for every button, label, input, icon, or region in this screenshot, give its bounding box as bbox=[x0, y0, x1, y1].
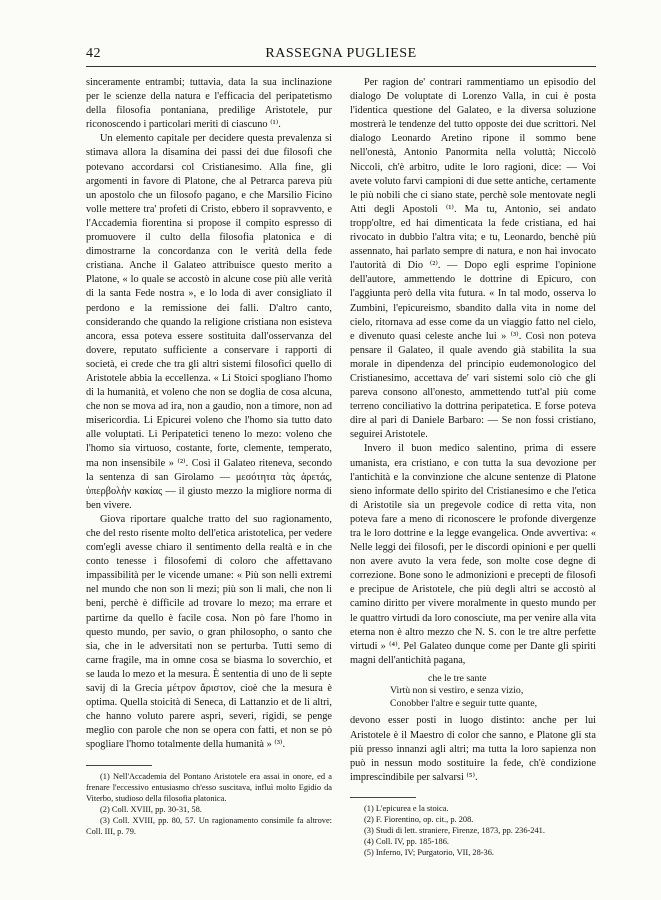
page-header bbox=[86, 46, 596, 66]
footnote-rule bbox=[86, 765, 152, 766]
page-number: 42 bbox=[86, 46, 101, 61]
right-paragraph-2: Invero il buon medico salentino, prima di essere umanista, era cristiano, e con tutta la sua devozione per l'antichità e la convinzione che alcune sentenze di Platone sieno informate dello spirito del Cristianesimo e che l'etica di Aristotile sia un pregevole codice di retta vita, non poteva fare a meno di riconoscere le profonde divergenze tra le loro dottrine e la legge evangelica. Onde avvertiva: « Nelle leggi dei filosofi, per le discordi opinioni e per quelli non avere avuto la vera fede, son molte cose degne di correzione. Bone sono le admonizioni e precepti de filosofi e precipue de Aristotele, che più degli altri se accostò al camino diritto per vivere moralmente in questo mundo per le quattro virtudi da loro conosciute, ma per venire alla vita eterna non è altro mezzo che N. S. con le tre altre perfette virtudi » ⁽⁴⁾. Pel Galateo dunque come per Dante gli spiriti magni dell'antichità pagana, bbox=[350, 443, 596, 666]
right-paragraph-1: Per ragion de' contrari rammentiamo un episodio del dialogo De voluptate di Lorenzo Valla, in cui è posta l'identica questione del Galateo, e la diversa soluzione mostrerà le tendenze del tutto opposte dei due scrittori. Nel dialogo Leonardo Aretino ripone il sommo bene nell'onestà, Antonio Panormita nella voluttà; Niccolò Niccoli, ch'è arbitro, udite le loro ragioni, dice: — Voi avete voluto farvi campioni di due sette antiche, certamente le più nobili che ci siano state, perchè sole mentovate negli Atti degli Apostoli ⁽¹⁾. Ma tu, Antonio, sei andato tropp'oltre, ed hai dimenticata la fede cristiana, ed hai rivocato in dubbio l'altra vita; e tu, Leonardo, benchè più assennato, hai parlato sempre di natura, e non hai invocato l'autorità di Dio ⁽²⁾. — Dopo egli esprime l'opinione dell'autore, ammettendo le dottrine di Epicuro, con l'aggiunta però della vita futura. « In tal modo, osserva lo Zumbini, l'epicureismo, sbandito dalla vita in nome del cielo, ritornava ad esse come da un viaggio fatto nel cielo, e divenuto quasi celeste anche lui » ⁽³⁾. Così non poteva pensare il Galateo, il quale avendo già stabilita la sua morale in dipendenza del principio eudemonologico del Cristianesimo, accettava de' vari sistemi solo ciò che gli pareva consono all'onesto, ammettendo tutt'al più come terreno conciliativo la dottrina peripatetica. E forse poteva dire al pari di Daniele Barbaro: — Se non fossi cristiano, seguirei Aristotele. bbox=[350, 77, 596, 441]
left-column bbox=[86, 76, 332, 837]
verse-line: che le tre sante bbox=[428, 672, 487, 684]
left-paragraph-3: Giova riportare qualche tratto del suo ragionamento, che del resto risente molto dell'etica aristotelica, per vedere com'egli avesse chiaro il sentimento della realtà e in che conto tenesse i filosofemi di coloro che affettavano impassibilità per le vicende umane: « Più son nelli extremi nel mundo che non son li mezi; più son li mali, che non li beni, perchè è difficile ad trovare lo mezo; ma errare et partirne da quello è facile cosa. Non pò fare l'homo in questo mundo, per savio, o gran philosopho, o santo che sia, che in le adversitati non se perturba. Tutti semo di carne fragile, ma in omne cosa se biasma lo soverchio, et se lauda lo mezo et la mesura. È sententia di uno de li septe savij di la Grecia μέτρον ἄριστον, cioè che la mesura è optima. Quella stoicità di Seneca, di Lattanzio et de li altri, che hanno voluto parere aspri, severi, rigidi, se penge meglio con parole che non se opera con fatti, et non se pò spogliare l'homo totalmente della humanità » ⁽³⁾. bbox=[86, 513, 332, 751]
running-title: RASSEGNA PUGLIESE bbox=[265, 46, 417, 61]
header-rule bbox=[86, 66, 596, 67]
left-paragraph-1: sinceramente entrambi; tuttavia, data la sua inclinazione per le scienze della natura e l'efficacia del peripatetismo della filosofia pontaniana, predilige Aristotele, pur riconoscendo i particolari meriti di ciascuno ⁽¹⁾. bbox=[86, 77, 332, 131]
footnote: (4) Coll. IV, pp. 185-186. bbox=[364, 836, 449, 846]
footnote: (1) L'epicurea e la stoica. bbox=[364, 803, 449, 813]
verse-quote bbox=[350, 673, 596, 711]
verse-line: Virtù non si vestiro, e senza vizio, bbox=[390, 685, 524, 697]
footnote: (2) F. Fiorentino, op. cit., p. 208. bbox=[364, 814, 474, 824]
left-paragraph-2: Un elemento capitale per decidere questa prevalenza si stimava allora la disamina dei passi dei due filosofi che potevano accordarsi col Cristianesimo. Alla fine, gli argomenti in favore di Platone, che al Petrarca pareva più un apostolo che un filosofo pagano, e che Marsilio Ficino volle mettere tra' profeti di Cristo, ebbero il sopravvento, e l'Accademia fiorentina si propose il compito espresso di promuovere il culto della filosofia platonica e di dimostrarne la concordanza con le verità della fede cristiana. Anche il Galateo attribuisce questo merito a Platone, « lo quale se accostò in alcune cose più alle verità di la santa Fede nostra », e lo loda di aver consigliato il perdono e la remissione dei falli. D'altro canto, considerando che quando la religione cristiana non esisteva ancora, essa poteva essere sostituita dall'osservanza del dovere, reputato sufficiente a conservare i rapporti di società, ei crede che tra gli altri sistemi filosofici quello di Aristotele abbia la eccellenza. « Li Stoici spogliano l'homo di la humanità, et voleno che non se doglia de cosa alcuna, che non se mova ad ira, non a gaudio, non a timore, non ad misericordia. Li Epicurei voleno che l'homo sia tutto dato alle voluptati. Li Peripatetici teneno lo mezo: voleno che l'homo sia virtuoso, costante, forte, clemente, temperato, ma non insensibile » ⁽²⁾. Così il Galateo riteneva, secondo la sentenza di san Girolamo — μεσότητα τὰς ἀρετάς, ὑπερβολὴν κακίας — il giusto mezzo la migliore norma di ben vivere. bbox=[86, 133, 332, 511]
footnote: (3) Coll. XVIII, pp. 80, 57. Un ragionamento consimile fa altrove: Coll. III, p. 79. bbox=[86, 815, 332, 836]
verse-line: Conobber l'altre e seguir tutte quante, bbox=[390, 697, 538, 709]
footnote-rule bbox=[350, 797, 416, 798]
right-column bbox=[350, 76, 596, 858]
footnote: (1) Nell'Accademia del Pontano Aristotele era assai in onore, ed a frenare l'eccessivo entusiasmo ch'esso suscitava, influì molto Egidio da Viterbo, studioso della filosofia platonica. bbox=[86, 771, 332, 803]
footnote: (2) Coll. XVIII, pp. 30-31, 58. bbox=[100, 804, 202, 814]
footnote: (5) Inferno, IV; Purgatorio, VII, 28-36. bbox=[364, 847, 495, 857]
right-paragraph-3: devono esser posti in luogo distinto: anche per lui Aristotele è il Maestro di color che sanno, e Platone gli sta più presso innanzi agli altri; ma tutta la loro sapienza non può in nessun modo sostituire la fede, ch'è condizione imprescindibile per salvarsi ⁽⁵⁾. bbox=[350, 715, 596, 783]
footnote: (3) Studi di lett. straniere, Firenze, 1873, pp. 236-241. bbox=[364, 825, 545, 835]
